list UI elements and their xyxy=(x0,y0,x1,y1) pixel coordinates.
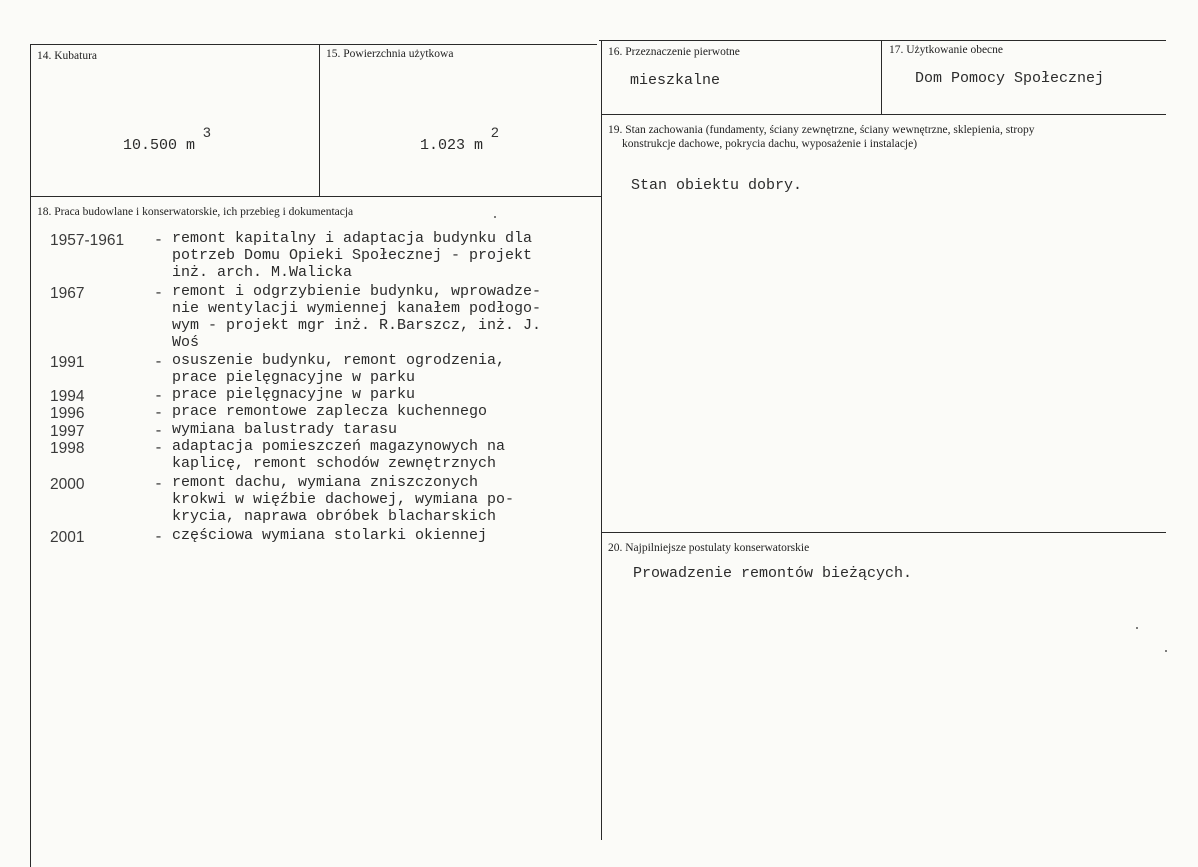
work-line: krycia, naprawa obróbek blacharskich xyxy=(172,508,497,525)
work-year: 1998 xyxy=(50,440,85,457)
work-year: 2001 xyxy=(50,529,85,546)
rule-above-20 xyxy=(601,532,1166,533)
field-18-label: 18. Praca budowlane i konserwatorskie, ich przebieg i dokumentacja xyxy=(37,206,354,218)
field-14-exponent: 3 xyxy=(203,124,211,140)
divider-16-17 xyxy=(881,40,882,114)
field-16-label: 16. Przeznaczenie pierwotne xyxy=(608,46,740,58)
work-dash: - xyxy=(154,285,164,302)
work-line: osuszenie budynku, remont ogrodzenia, xyxy=(172,352,506,369)
work-line: wym - projekt mgr inż. R.Barszcz, inż. J. xyxy=(172,317,542,334)
divider-14-15 xyxy=(319,44,320,197)
work-dash: - xyxy=(154,232,164,249)
center-divider xyxy=(601,40,602,840)
work-dash: - xyxy=(154,388,164,405)
field-19-value: Stan obiektu dobry. xyxy=(631,177,803,194)
field-14-label: 14. Kubatura xyxy=(37,50,98,62)
left-border xyxy=(30,44,31,867)
field-20-value: Prowadzenie remontów bieżących. xyxy=(633,565,913,582)
top-rule-left xyxy=(30,44,597,45)
work-line: kaplicę, remont schodów zewnętrznych xyxy=(172,455,497,472)
work-line: potrzeb Domu Opieki Społecznej - projekt xyxy=(172,247,533,264)
work-line: prace remontowe zaplecza kuchennego xyxy=(172,403,488,420)
work-line: Woś xyxy=(172,334,200,351)
work-line: remont i odgrzybienie budynku, wprowadze- xyxy=(172,283,542,300)
work-dash: - xyxy=(154,354,164,371)
field-17-value: Dom Pomocy Społecznej xyxy=(915,70,1105,87)
scan-speck xyxy=(1165,650,1167,652)
work-year: 1967 xyxy=(50,285,85,302)
work-line: krokwi w więźbie dachowej, wymiana po- xyxy=(172,491,515,508)
ink-mark xyxy=(494,216,496,218)
work-line: prace pielęgnacyjne w parku xyxy=(172,386,416,403)
field-19-label-line1: 19. Stan zachowania (fundamenty, ściany zewnętrzne, ściany wewnętrzne, sklepienia, stropy xyxy=(608,124,1035,136)
field-15-exponent: 2 xyxy=(491,124,499,140)
work-line: remont kapitalny i adaptacja budynku dla xyxy=(172,230,533,247)
scan-speck xyxy=(1136,627,1138,629)
work-year: 1957-1961 xyxy=(50,232,125,249)
work-year: 1997 xyxy=(50,423,85,440)
field-16-value: mieszkalne xyxy=(630,72,721,89)
work-dash: - xyxy=(154,529,164,546)
work-dash: - xyxy=(154,440,164,457)
work-year: 2000 xyxy=(50,476,85,493)
field-15-label: 15. Powierzchnia użytkowa xyxy=(326,48,454,60)
work-dash: - xyxy=(154,423,164,440)
field-14-value: 10.500 m xyxy=(123,137,196,154)
work-line: remont dachu, wymiana zniszczonych xyxy=(172,474,479,491)
work-dash: - xyxy=(154,476,164,493)
rule-above-19 xyxy=(601,114,1166,115)
field-15-value: 1.023 m xyxy=(420,137,484,154)
rule-above-18 xyxy=(30,196,602,197)
work-year: 1996 xyxy=(50,405,85,422)
work-year: 1991 xyxy=(50,354,85,371)
work-line: adaptacja pomieszczeń magazynowych na xyxy=(172,438,506,455)
field-17-label: 17. Użytkowanie obecne xyxy=(889,44,1004,56)
work-line: nie wentylacji wymiennej kanałem podłogo- xyxy=(172,300,542,317)
top-rule-right xyxy=(599,40,1166,41)
work-line: prace pielęgnacyjne w parku xyxy=(172,369,416,386)
work-year: 1994 xyxy=(50,388,85,405)
work-line: inż. arch. M.Walicka xyxy=(172,264,353,281)
work-line: częściowa wymiana stolarki okiennej xyxy=(172,527,488,544)
work-dash: - xyxy=(154,405,164,422)
field-19-label-line2: konstrukcje dachowe, pokrycia dachu, wyposażenie i instalacje) xyxy=(622,138,918,150)
work-line: wymiana balustrady tarasu xyxy=(172,421,398,438)
field-20-label: 20. Najpilniejsze postulaty konserwatorskie xyxy=(608,542,810,554)
